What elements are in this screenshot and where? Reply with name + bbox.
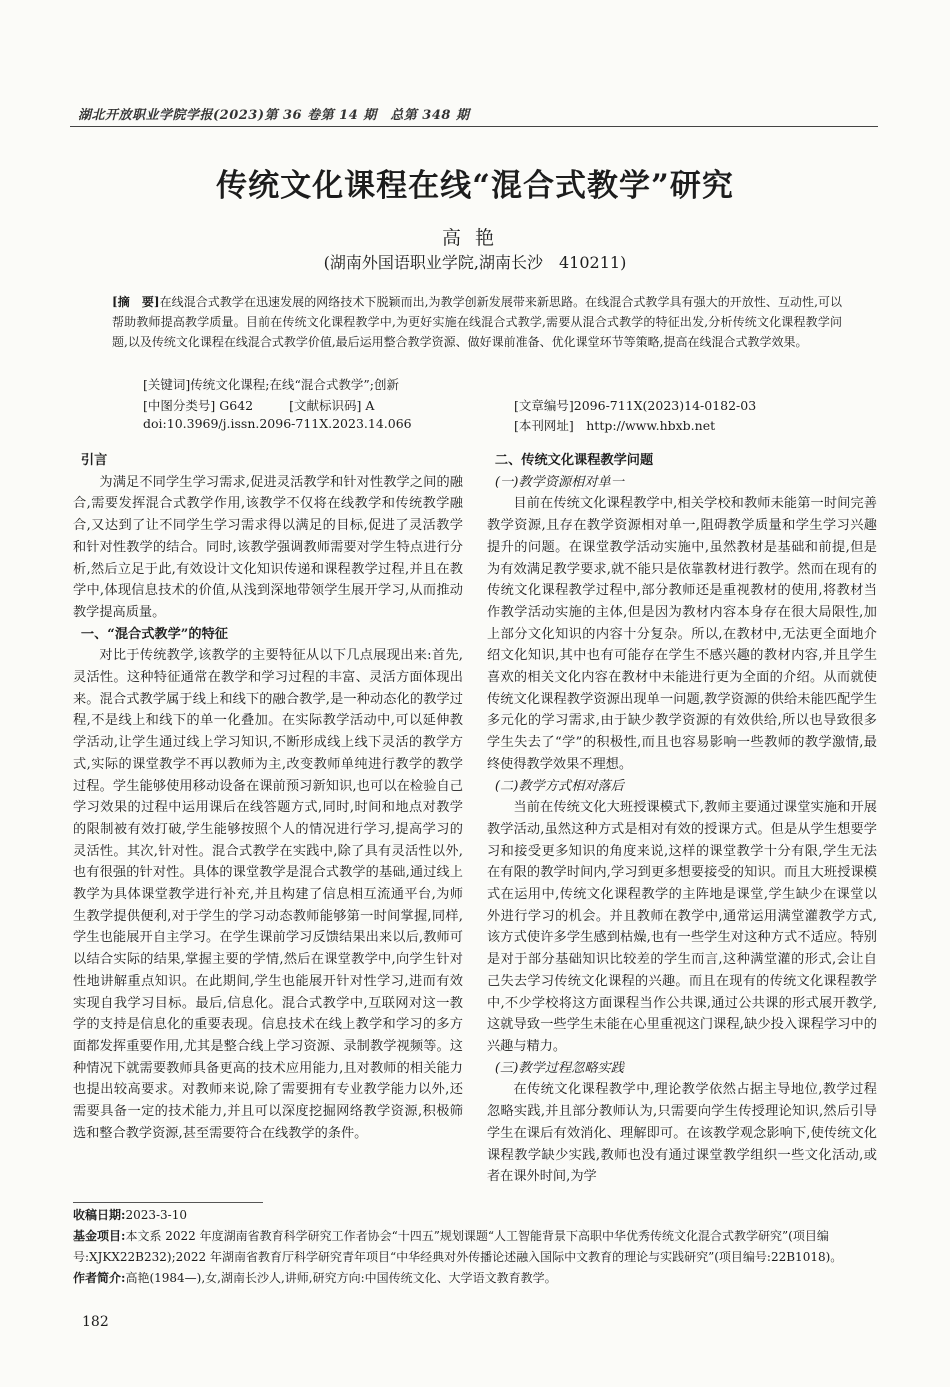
doc-code-value: A [365, 398, 375, 413]
clc-line [143, 396, 374, 414]
author-bio: 作者简介:高艳(1984—),女,湖南长沙人,讲师,研究方向:中国传统文化、大学语文教育教学。 [73, 1271, 557, 1285]
intro-heading: 引言 [80, 453, 108, 468]
subsection3-heading: (三)教学过程忽略实践 [494, 1060, 624, 1076]
doi: doi:10.3969/j.issn.2096-711X.2023.14.066 [143, 416, 412, 431]
abstract [112, 292, 842, 352]
journal-url: [本刊网址] http://www.hbxb.net [514, 418, 716, 433]
header-rule [70, 126, 878, 127]
intro-paragraph: 为满足不同学生学习需求,促进灵活教学和针对性教学之间的融合,需要发挥混合式教学作用,该教学不仅将在线教学和传统教学融合,又达到了让不同学生学习需求得以满足的目标,促进了灵活教学和针对性教学的结合。同时,该教学强调教师需要对学生特点进行分析,然后立足于此,有效设计文化知识传递和课程教学过程,并且在教学中,体现信息技术的价值,从浅到深地带领学生展开学习,从而推动教学提高质量。 [73, 474, 463, 620]
keywords [143, 375, 399, 393]
abstract-label: [摘 要] [112, 295, 160, 309]
section1-paragraph: 对比于传统教学,该教学的主要特征从以下几点展现出来:首先,灵活性。这种特征通常在教学和学习过程的丰富、灵活方面体现出来。混合式教学属于线上和线下的融合教学,是一种动态化的教学过程,不是线上和线下的单一化叠加。在实际教学活动中,可以延伸教学活动,让学生通过线上学习知识,不断形成线上线下灵活的教学方式,实际的课堂教学不再以教师为主,改变教师单纯进行教学的教学过程。学生能够使用移动设备在课前预习新知识,也可以在检验自己学习效果的过程中运用课后在线答题方式,同时,时间和地点对教学的限制被有效打破,学生能够按照个人的情况进行学习,提高学习的灵活性。其次,针对性。混合式教学在实践中,除了具有灵活性以外,也有很强的针对性。具体的课堂教学是混合式教学的基础,通过线上教学为具体课堂教学进行补充,并且构建了信息相互流通平台,为师生教学提供便利,对于学生的学习动态教师能够第一时间掌握,同样,学生也能展开自主学习。在学生课前学习反馈结果出来以后,教师可以结合实际的结果,掌握主要的学情,然后在课堂教学中,向学生针对性地讲解重点知识。在此期间,学生也能展开针对性学习,进而有效实现自我学习目标。最后,信息化。混合式教学中,互联网对这一教学的支持是信息化的重要表现。信息技术在线上教学和学习的多方面都发挥重要作用,尤其是整合线上学习资源、录制教学视频等。这种情况下就需要教师具备更高的技术应用能力,且对教师的相关能力也提出较高要求。对教师来说,除了需要拥有专业教学能力以外,还需要具备一定的技术能力,并且可以深度挖掘网络教学资源,积极筛选和整合教学资源,甚至需要符合在线教学的条件。 [73, 648, 463, 1141]
footnotes [73, 1205, 881, 1289]
article-title: 传统文化课程在线“混合式教学”研究 [216, 168, 734, 204]
author-name: 高艳 [441, 227, 508, 249]
clc-value: G642 [219, 398, 254, 413]
section2-heading: 二、传统文化课程教学问题 [494, 453, 654, 468]
footnote-rule [73, 1202, 263, 1203]
subsection2-heading: (二)教学方式相对落后 [494, 778, 624, 794]
article-number: [文章编号]2096-711X(2023)14-0182-03 [514, 398, 757, 413]
abstract-text: 在线混合式教学在迅速发展的网络技术下脱颖而出,为教学创新发展带来新思路。在线混合式教学具有强大的开放性、互动性,可以帮助教师提高教学质量。目前在传统文化课程教学中,为更好实施在线混合式教学,需要从混合式教学的特征出发,分析传统文化课程教学问题,以及传统文化课程在线混合式教学价值,最后运用整合教学资源、做好课前准备、优化课堂环节等策略,提高在线混合式教学效果。 [112, 295, 843, 349]
keywords-label: [关键词] [143, 377, 191, 392]
author-affiliation: (湖南外国语职业学院,湖南长沙 410211) [323, 253, 627, 272]
right-column [487, 450, 877, 1188]
doc-code-label: [文献标识码] [289, 398, 362, 413]
subsection2-paragraph: 当前在传统文化大班授课模式下,教师主要通过课堂实施和开展教学活动,虽然这种方式是相对有效的授课方式。但是从学生想要学习和接受更多知识的角度来说,这样的课堂教学十分有限,学生无法在有限的教学时间内,学习到更多想要接受的知识。而且大班授课模式在运用中,传统文化课程教学的主阵地是课堂,学生缺少在课堂以外进行学习的机会。并且教师在教学中,通常运用满堂灌教学方式,该方式使许多学生感到枯燥,也有一些学生对这种方式不适应。特别是对于部分基础知识比较差的学生而言,这种满堂灌的形式,会让自己失去学习传统文化课程的兴趣。而且在现有的传统文化课程教学中,不少学校将这方面课程当作公共课,通过公共课的形式展开教学,这就导致一些学生未能在心里重视这门课程,缺少投入课程学习中的兴趣与精力。 [487, 800, 877, 1054]
fund-project: 基金项目:本文系 2022 年度湖南省教育科学研究工作者协会“十四五”规划课题“人工智能背景下高职中华优秀传统文化混合式教学研究”(项目编号:XJKX22B232);2022 年湖南省教育厅科学研究青年项目“中华经典对外传播论述融入国际中文教育的理论与实践研究”(项目编号:22B1018)。 [73, 1229, 843, 1264]
clc-label: [中图分类号] [143, 398, 216, 413]
keywords-text: 传统文化课程;在线“混合式教学”;创新 [190, 377, 399, 392]
subsection1-heading: (一)教学资源相对单一 [494, 474, 624, 490]
journal-header: 湖北开放职业学院学报(2023)第 36 卷第 14 期 总第 348 期 [78, 108, 470, 123]
left-column [73, 450, 463, 1145]
page-number: 182 [82, 1314, 109, 1330]
subsection1-paragraph: 目前在传统文化课程教学中,相关学校和教师未能第一时间完善教学资源,且存在教学资源相对单一,阻碍教学质量和学生学习兴趣提升的问题。在课堂教学活动实施中,虽然教材是基础和前提,但是为有效满足教学要求,就不能只是依靠教材进行教学。然而在现有的传统文化课程教学过程中,部分教师还是重视教材的使用,将教材当作教学活动实施的主体,但是因为教材内容本身存在很大局限性,加上部分文化知识的内容十分复杂。所以,在教材中,无法更全面地介绍文化知识,其中也有可能存在学生不感兴趣的教材内容,并且学生喜欢的相关文化内容在教材中未能进行更为全面的介绍。从而就使传统文化课程教学资源出现单一问题,教学资源的供给未能匹配学生多元化的学习需求,由于缺少教学资源的有效供给,所以也导致很多学生失去了“学”的积极性,而且也容易影响一些教师的教学激情,最终使得教学效果不理想。 [487, 496, 877, 772]
subsection3-paragraph: 在传统文化课程教学中,理论教学依然占据主导地位,教学过程忽略实践,并且部分教师认为,只需要向学生传授理论知识,然后引导学生在课后有效消化、理解即可。在该教学观念影响下,使传统文化课程教学缺少实践,教师也没有通过课堂教学组织一些文化活动,或者在课外时间,为学 [487, 1082, 877, 1185]
received-date: 收稿日期:2023-3-10 [73, 1208, 187, 1222]
section1-heading: 一、“混合式教学”的特征 [80, 626, 228, 642]
